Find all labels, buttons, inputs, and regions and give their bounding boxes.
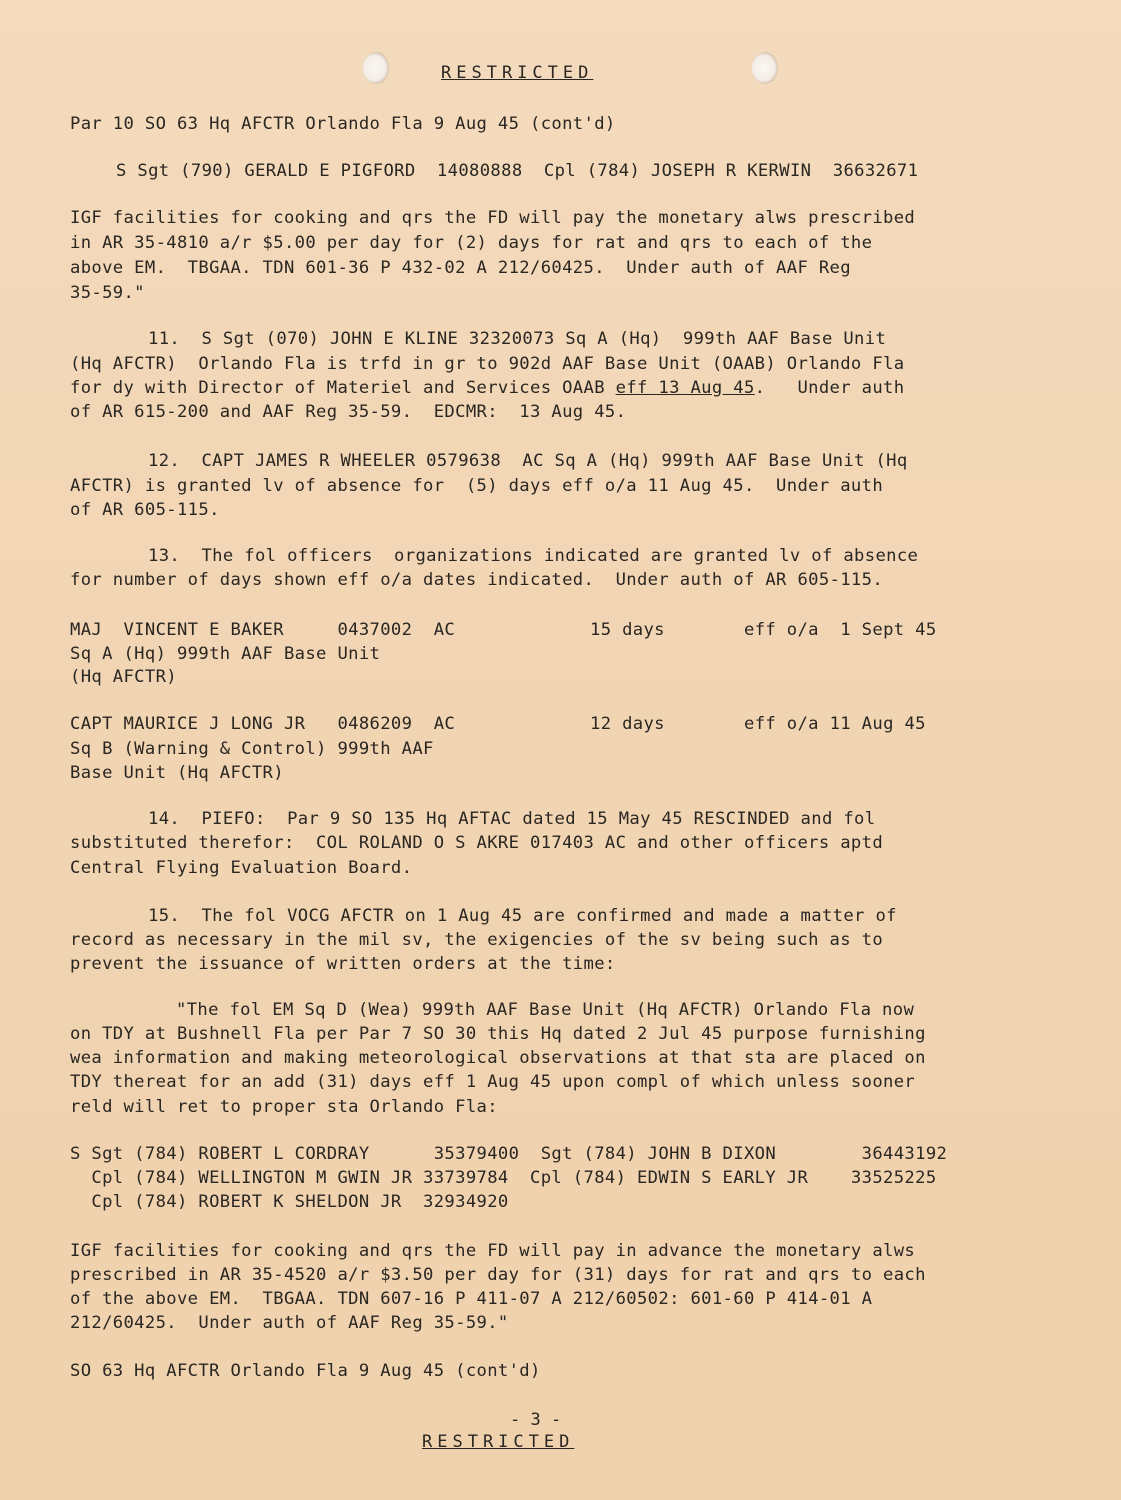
em-line-top: S Sgt (790) GERALD E PIGFORD 14080888 Cpl (784) JOSEPH R KERWIN 36632671 [116, 161, 919, 181]
underlined-effective-date: eff 13 Aug 45 [615, 378, 755, 398]
punch-hole-left [363, 52, 389, 84]
continuation-heading-top: Par 10 SO 63 Hq AFCTR Orlando Fla 9 Aug 45 (cont'd) [70, 114, 616, 134]
continuation-heading-bottom: SO 63 Hq AFCTR Orlando Fla 9 Aug 45 (cont'd) [70, 1361, 541, 1381]
document-page: RESTRICTED Par 10 SO 63 Hq AFCTR Orlando Fla 9 Aug 45 (cont'd) S Sgt (790) GERALD E PIGFORD 14080888 Cpl (784) JOSEPH R KERWIN 36632671 IGF facilities for cooking and qrs the FD will pay the monetary alws prescribed in AR 35-4810 a/r $5.00 per day for (2) days for rat and qrs to each of the above EM. TBGAA. TDN 601-36 P 432-02 A 212/60425. Under auth of AAF Reg 35-59." 11. S Sgt (070) JOHN E KLINE 32320073 Sq A (Hq) 999th AAF Base Unit (Hq AFCTR) Orlando Fla is trfd in gr to 902d AAF Base Unit (OAAB) Orlando Fla for dy with Director of Materiel and Services OAAB eff 13 Aug 45. Under auth of AR 615-200 and AAF Reg 35-59. EDCMR: 13 Aug 45. 12. CAPT JAMES R WHEELER 0579638 AC Sq A (Hq) 999th AAF Base Unit (Hq AFCTR) is granted lv of absence for (5) days eff o/a 11 Aug 45. Under auth of AR 605-115. 13. The fol officers organizations indicated are granted lv of absence for number of days shown eff o/a dates indicated. Under auth of AR 605-115. MAJ VINCENT E BAKER 0437002 AC 15 days eff o/a 1 Sept 45 Sq A (Hq) 999th AAF Base Unit (Hq AFCTR) CAPT MAURICE J LONG JR 0486209 AC 12 days eff o/a 11 Aug 45 Sq B (Warning & Control) 999th AAF Base Unit (Hq AFCTR) 14. PIEFO: Par 9 SO 135 Hq AFTAC dated 15 May 45 RESCINDED and fol substituted therefor: COL ROLAND O S AKRE 017403 AC and other officers aptd Central Flying Evaluation Board. 15. The fol VOCG AFCTR on 1 Aug 45 are confirmed and made a matter of record as necessary in the mil sv, the exigencies of the sv being such as to prevent the issuance of written orders at the time: "The fol EM Sq D (Wea) 999th AAF Base Unit (Hq AFCTR) Orlando Fla now on TDY at Bushnell Fla per Par 7 SO 30 this Hq dated 2 Jul 45 purpose furnishing wea information and making meteorological observations at that sta are placed on TDY thereat for an add (31) days eff 1 Aug 45 upon compl of which unless sooner reld will ret to proper sta Orlando Fla: S Sgt (784) ROBERT L CORDRAY 35379400 Sgt (784) JOHN B DIXON 36443192 Cpl (784) WELLINGTON M GWIN JR 33739784 Cpl (784) EDWIN S EARLY JR 33525225 Cpl (784) ROBERT K SHELDON JR 32934920 IGF facilities for cooking and qrs the FD will pay in advance the monetary alws prescribed in AR 35-4520 a/r $3.50 per day for (31) days for rat and qrs to each of the above EM. TBGAA. TDN 607-16 P 411-07 A 212/60502: 601-60 P 414-01 A 212/60425. Under auth of AAF Reg 35-59." SO 63 Hq AFCTR Orlando Fla 9 Aug 45 (cont'd) - 3 - RESTRICTED [0, 0, 1121, 1500]
footer-classification: RESTRICTED [422, 1432, 575, 1452]
punch-hole-right [752, 52, 778, 84]
header-classification: RESTRICTED [441, 63, 594, 83]
page-number: - 3 - [510, 1410, 562, 1430]
